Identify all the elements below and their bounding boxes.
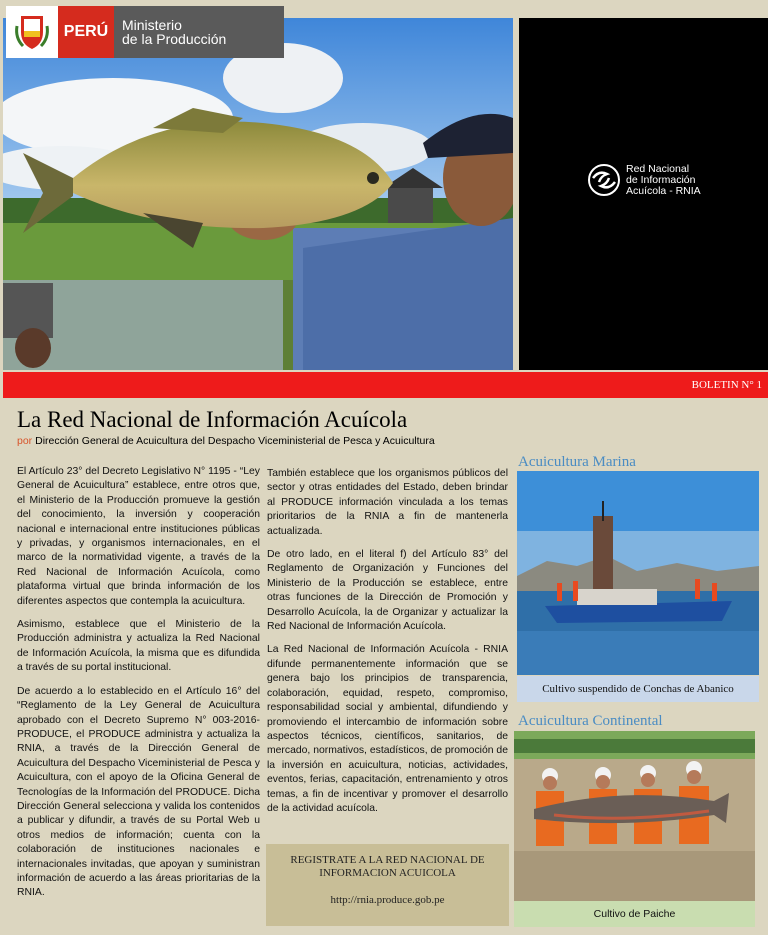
rnia-line2: de Información: [626, 173, 696, 186]
register-url-link[interactable]: http://rnia.produce.gob.pe: [330, 894, 445, 906]
paragraph: De otro lado, en el literal f) del Artículo 83° del Reglamento de Organización y Funciones del Ministerio de la Producción se establece, entre otras funciones de la Dirección de Promoción y Desarrollo Acuícola, la de Organizar y actualizar la Red Nacional de Información Acuícola.: [267, 549, 508, 633]
paragraph: Asimismo, establece que el Ministerio de la Producción administra y actualiza la Red Nacional de Información Acuícola, la misma que es difundida a través de su portal institucional.: [17, 619, 260, 674]
marina-caption: Cultivo suspendido de Conchas de Abanico: [517, 676, 759, 702]
paragraph: El Artículo 23° del Decreto Legislativo N° 1195 - “Ley General de Acuicultura” establece, entre otros que, el Ministerio de la Producción promueve la gestión del conocimiento, la inversión y cooperación nacional e internacional entre instituciones públicas y privadas, y organismos internacionales, en el marco de la normatividad vigente, a través de la Red Nacional de Información Acuícola, como plataforma virtual que brinda información de los diferentes aspectos que contempla la acuicultura.: [17, 466, 260, 607]
logo-ministry-line2: de la Producción: [122, 31, 227, 47]
byline-author: Dirección General de Acuicultura del Despacho Viceministerial de Pesca y Acuicultura: [35, 435, 435, 447]
bulletin-number: BOLETIN N° 1: [691, 379, 762, 391]
ministry-logo: [6, 6, 284, 58]
peru-shield-icon: [6, 6, 58, 58]
rnia-line3: Acuícola - RNIA: [626, 184, 701, 197]
paragraph: De acuerdo a lo establecido en el Artículo 16° del “Reglamento de la Ley General de Acuicultura aprobado con el Decreto Supremo N° 003-2016-PRODUCE, el PRODUCE administra y actualiza la RNIA, a través de la Dirección General de Acuicultura del Despacho Viceministerial de Pesca y Acuicultura, con el apoyo de la Oficina General de Tecnologías de la Información del PRODUCE. Dicha Dirección General selecciona y valida los contenidos a publicar y difundir, a través de su Portal Web u otros medios de información; cuenta con la colaboración de instituciones nacionales e internacionales invitadas, que apoyan y suministran información de acuerdo a las áreas prioritarias de la RNIA.: [17, 685, 260, 899]
article-byline: [17, 435, 435, 447]
article-column-1: [17, 465, 260, 910]
paragraph: También establece que los organismos públicos del sector y otras entidades del Estado, deben brindar al PRODUCE información vinculada a los temas prioritarios de la RNIA a fin de mantenerla actualizada.: [267, 468, 508, 537]
logo-ministry: [114, 6, 284, 58]
article-column-2: [267, 467, 508, 825]
paragraph: La Red Nacional de Información Acuícola - RNIA difunde permanentemente información que se genera bajo los principios de transparencia, colaboración, equidad, respeto, compromiso, responsabilidad social y ambiental, difundiendo y promoviendo el intercambio de información sobre aspectos técnicos, científicos, sanitarios, de mercado, normativos, estadísticos, de promoción de la inversión en acuicultura, noticias, actividades, eventos, ferias, capacitación, entrenamiento y otros temas, a fin de incentivar y promover el desarrollo de la actividad acuícola.: [267, 644, 508, 814]
article-title: La Red Nacional de Información Acuícola: [17, 407, 408, 432]
register-box: [266, 844, 509, 926]
marina-photo: [517, 471, 759, 675]
register-title: [266, 854, 509, 880]
register-title-line1: REGISTRATE A LA RED NACIONAL DE: [290, 854, 485, 866]
hero-photo: [3, 18, 513, 370]
rnia-line1: Red Nacional: [626, 162, 690, 175]
rnia-logo: [587, 162, 701, 198]
logo-country: PERÚ: [58, 6, 114, 58]
rnia-emblem-icon: [587, 162, 621, 198]
rnia-panel: [519, 18, 768, 370]
continental-caption: Cultivo de Paiche: [514, 901, 755, 927]
continental-heading: Acuicultura Continental: [518, 713, 663, 729]
continental-photo: [514, 731, 755, 901]
marina-heading: Acuicultura Marina: [518, 454, 636, 470]
register-title-line2: INFORMACION ACUICOLA: [319, 867, 456, 879]
bulletin-bar: [3, 372, 768, 398]
byline-prefix: por: [17, 435, 33, 447]
logo-ministry-line1: Ministerio: [122, 17, 182, 33]
